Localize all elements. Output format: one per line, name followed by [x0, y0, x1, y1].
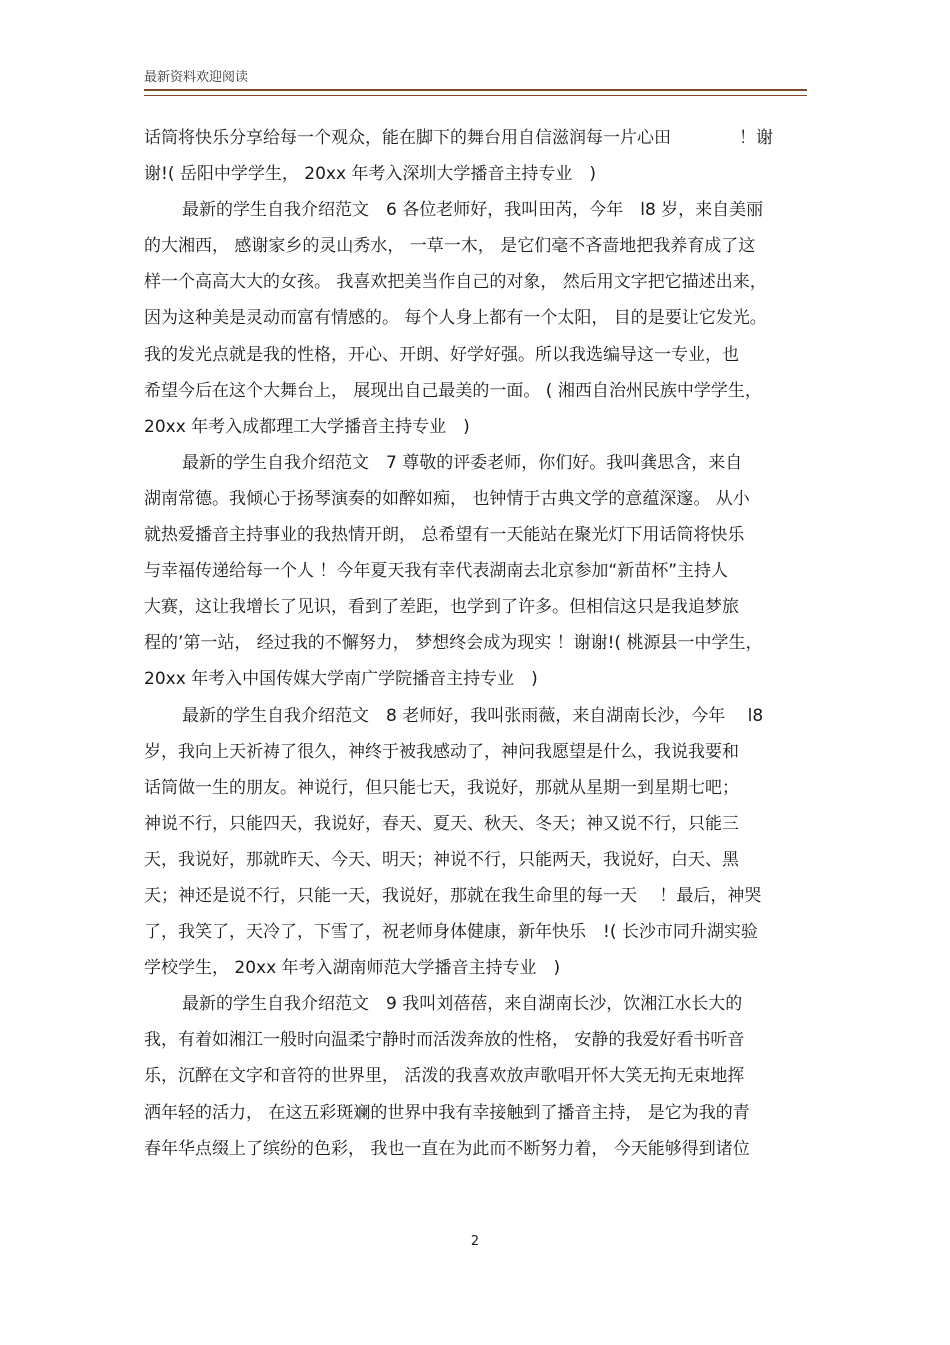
header-rule-thick — [144, 89, 807, 91]
text-line: 最新的学生自我介绍范文 9 我叫刘蓓蓓，来自湖南长沙，饮湘江水长大的 — [182, 994, 743, 1015]
text-line: 天；神还是说不行，只能一天，我说好，那就在我生命里的每一天 ！最后，神哭 — [144, 885, 762, 906]
text-line: 乐，沉醉在文字和音符的世界里， 活泼的我喜欢放声歌唱开怀大笑无拘无束地挥 — [144, 1066, 745, 1087]
document-body — [144, 120, 807, 1167]
text-line: 样一个高高大大的女孩。 我喜欢把美当作自己的对象， 然后用文字把它描述出来， — [144, 272, 767, 293]
text-line: 春年华点缀上了缤纷的色彩， 我也一直在为此而不断努力着， 今天能够得到诸位 — [144, 1138, 750, 1159]
text-line: 20xx 年考入成都理工大学播音主持专业 ) — [144, 416, 470, 437]
text-line: 与幸福传递给每一个人 ！今年夏天我有幸代表湖南去北京参加“新苗杯”主持人 — [144, 561, 729, 582]
text-line: 最新的学生自我介绍范文 6 各位老师好，我叫田芮，今年 l8 岁，来自美丽 — [182, 200, 764, 221]
text-line: 大赛，这让我增长了见识，看到了差距，也学到了许多。但相信这只是我追梦旅 — [144, 597, 739, 618]
text-line: 话筒做一生的朋友。神说行，但只能七天，我说好，那就从星期一到星期七吧； — [144, 777, 739, 798]
text-line: 天，我说好，那就昨天、今天、明天；神说不行，只能两天，我说好，白天、黑 — [144, 849, 739, 870]
text-line: 因为这种美是灵动而富有情感的。 每个人身上都有一个太阳， 目的是要让它发光。 — [144, 308, 767, 329]
text-line: 神说不行，只能四天，我说好，春天、夏天、秋天、冬天；神又说不行，只能三 — [144, 813, 739, 834]
text-line: 就热爱播音主持事业的我热情开朗， 总希望有一天能站在聚光灯下用话筒将快乐 — [144, 525, 745, 546]
text-line: 湖南常德。我倾心于扬琴演奏的如醉如痴， 也钟情于古典文学的意蕴深邃。 从小 — [144, 488, 750, 509]
text-line: 最新的学生自我介绍范文 7 尊敬的评委老师，你们好。我叫龚思含，来自 — [182, 452, 743, 473]
page-number: 2 — [470, 1234, 480, 1249]
text-line: 程的’第一站， 经过我的不懈努力， 梦想终会成为现实 ！谢谢!( 桃源县一中学生， — [144, 633, 763, 654]
text-line: 最新的学生自我介绍范文 8 老师好，我叫张雨薇，来自湖南长沙，今年 l8 — [182, 705, 764, 726]
text-line: 话筒将快乐分享给每一个观众，能在脚下的舞台用自信滋润每一片心田 ！谢 — [144, 128, 773, 148]
text-line: 希望今后在这个大舞台上， 展现出自己最美的一面。 ( 湘西自治州民族中学学生， — [144, 380, 762, 401]
text-line: 20xx 年考入中国传媒大学南广学院播音主持专业 ) — [144, 669, 538, 690]
text-line: 了，我笑了，天冷了，下雪了，祝老师身体健康，新年快乐 !( 长沙市同升湖实验 — [144, 922, 758, 943]
text-line: 的大湘西， 感谢家乡的灵山秀水， 一草一木， 是它们毫不吝啬地把我养育成了这 — [144, 236, 756, 257]
text-line: 我，有着如湘江一般时向温柔宁静时而活泼奔放的性格， 安静的我爱好看书听音 — [144, 1030, 745, 1051]
text-line: 谢!( 岳阳中学学生， 20xx 年考入深圳大学播音主持专业 ) — [144, 164, 597, 185]
text-line: 洒年轻的活力， 在这五彩斑斓的世界中我有幸接触到了播音主持， 是它为我的青 — [144, 1102, 750, 1123]
header-rule-thin — [144, 95, 807, 96]
page-header: 最新资料欢迎阅读 — [144, 70, 249, 85]
text-line: 学校学生， 20xx 年考入湖南师范大学播音主持专业 ) — [144, 958, 561, 979]
text-line: 岁，我向上天祈祷了很久，神终于被我感动了，神问我愿望是什么，我说我要和 — [144, 741, 739, 762]
text-line: 我的发光点就是我的性格，开心、开朗、好学好强。所以我选编导这一专业，也 — [144, 344, 739, 365]
